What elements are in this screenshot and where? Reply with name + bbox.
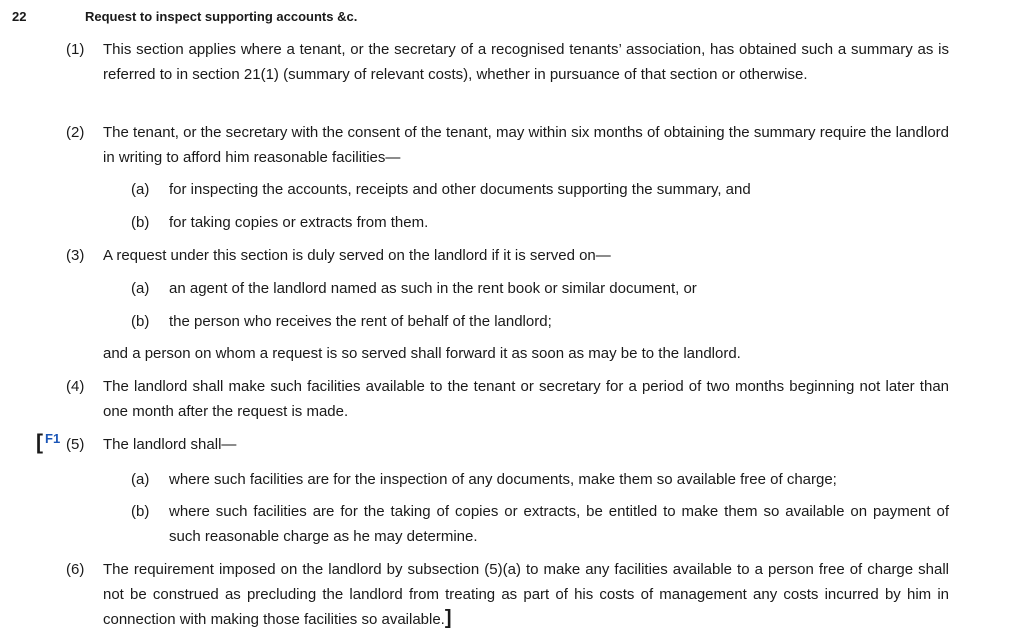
subsection-3b-text: the person who receives the rent of behalf of the landlord;: [169, 313, 552, 330]
subsection-3-text: A request under this section is duly served on the landlord if it is served on—: [103, 247, 611, 264]
subsection-2a-text: for inspecting the accounts, receipts and other documents supporting the summary, and: [169, 181, 751, 198]
amendment-open-bracket: [: [36, 431, 43, 454]
subsection-6-number: (6): [66, 561, 85, 578]
subsection-6-text: [103, 557, 949, 632]
subsection-5b-text: where such facilities are for the taking of copies or extracts, be entitled to make them so available on payment of such reasonable charge as he may determine.: [169, 503, 949, 545]
subsection-3-number: (3): [66, 247, 85, 264]
subsection-2a-number: (a): [131, 181, 150, 198]
subsection-1-number: (1): [66, 41, 85, 58]
subsection-4-text: The landlord shall make such facilities available to the tenant or secretary for a period of two months beginning not later than one month after the request is made.: [103, 378, 949, 420]
subsection-3a-text: an agent of the landlord named as such in the rent book or similar document, or: [169, 280, 697, 297]
subsection-5a-number: (a): [131, 471, 150, 488]
subsection-3-tail-text: and a person on whom a request is so served shall forward it as soon as may be to the landlord.: [103, 345, 741, 362]
section-number: 22: [12, 9, 27, 24]
subsection-1-text: This section applies where a tenant, or the secretary of a recognised tenants’ association, has obtained such a summary as is referred to in section 21(1) (summary of relevant costs), whether in pursuance of that section or otherwise.: [103, 41, 949, 83]
section-title: Request to inspect supporting accounts &c.: [85, 9, 358, 24]
amendment-footnote-link[interactable]: F1: [45, 431, 61, 446]
subsection-3b-number: (b): [131, 313, 150, 330]
subsection-2b-text: for taking copies or extracts from them.: [169, 214, 429, 231]
subsection-4-number: (4): [66, 378, 85, 395]
subsection-5a-text: where such facilities are for the inspection of any documents, make them so available free of charge;: [169, 471, 837, 488]
subsection-2b-number: (b): [131, 214, 150, 231]
subsection-5-text: The landlord shall—: [103, 436, 237, 453]
subsection-6-body: The requirement imposed on the landlord by subsection (5)(a) to make any facilities available to a person free of charge shall not be construed as precluding the landlord from treating as part of his costs of management any costs incurred by him in connection with making those facilities so available.: [103, 561, 949, 628]
subsection-2-number: (2): [66, 124, 85, 141]
subsection-5-number: (5): [66, 436, 85, 453]
amendment-close-bracket: ]: [444, 607, 452, 629]
subsection-5b-number: (b): [131, 503, 150, 520]
subsection-3a-number: (a): [131, 280, 150, 297]
subsection-2-text: The tenant, or the secretary with the consent of the tenant, may within six months of obtaining the summary require the landlord in writing to afford him reasonable facilities—: [103, 124, 949, 166]
